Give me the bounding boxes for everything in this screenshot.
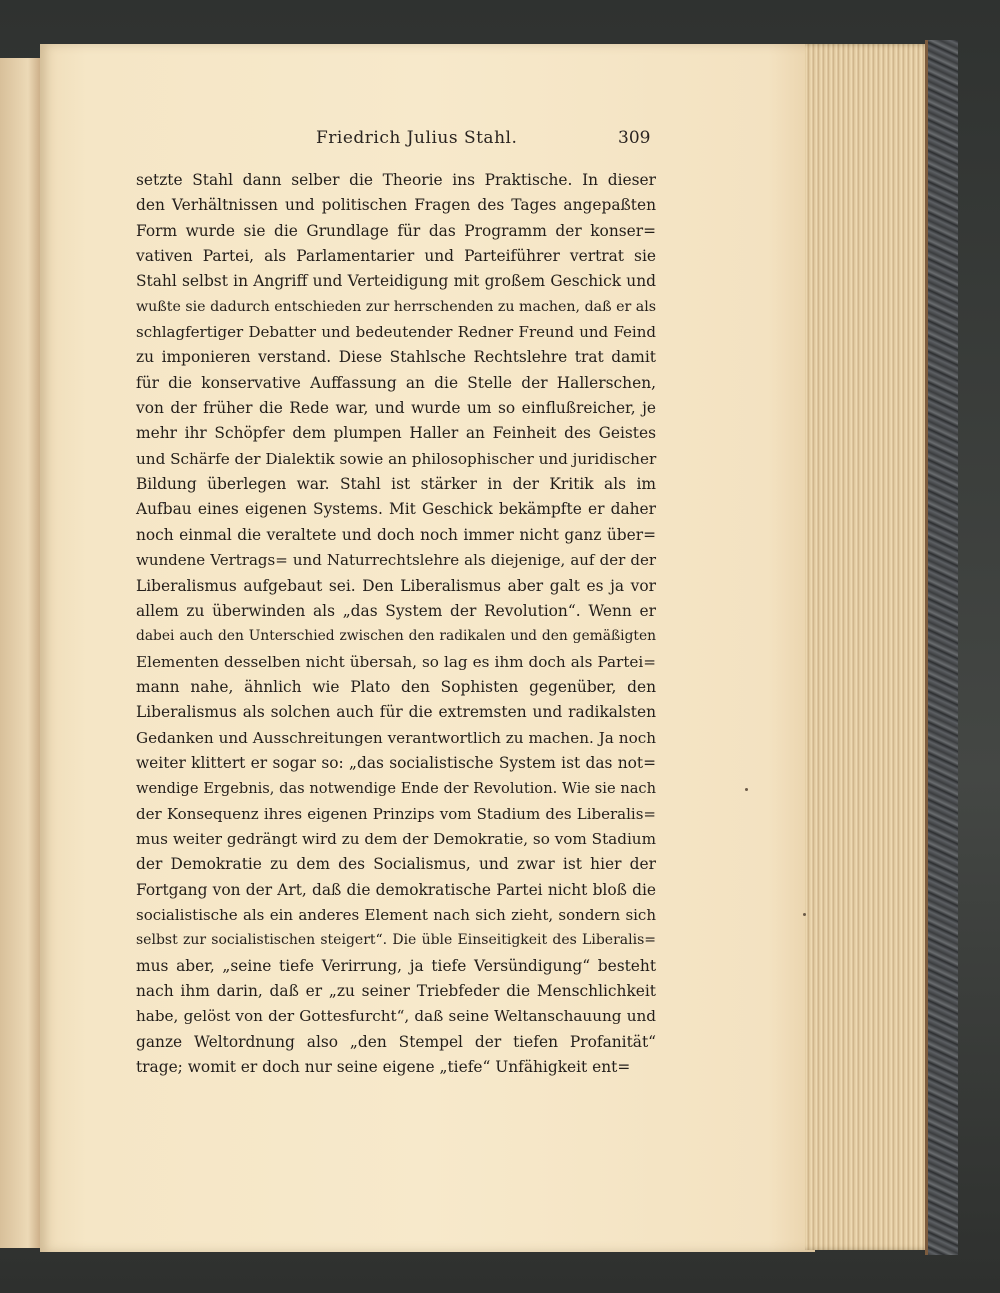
text-line: Elementen desselben nicht übersah, so lag es ihm doch als Partei= — [136, 652, 656, 671]
page-number: 309 — [618, 128, 651, 148]
text-line: schlagfertiger Debatter und bedeutender Redner Freund und Feind — [136, 323, 656, 342]
text-line: dabei auch den Unterschied zwischen den radikalen und den gemäßigten — [136, 628, 656, 645]
text-line: trage; womit er doch nur seine eigene „tiefe“ Unfähigkeit ent= — [136, 1058, 631, 1077]
speck-mark — [745, 788, 748, 791]
text-line: Form wurde sie die Grundlage für das Programm der konser= — [136, 221, 656, 240]
text-line: selbst zur socialistischen steigert“. Die üble Einseitigkeit des Liberalis= — [136, 932, 656, 949]
text-line: Fortgang von der Art, daß die demokratische Partei nicht bloß die — [136, 880, 656, 899]
text-line: den Verhältnissen und politischen Fragen des Tages angepaßten — [136, 196, 656, 215]
text-line: setzte Stahl dann selber die Theorie ins Praktische. In dieser — [136, 171, 656, 189]
text-line: noch einmal die veraltete und doch noch immer nicht ganz über= — [136, 525, 656, 544]
text-line: habe, gelöst von der Gottesfurcht“, daß seine Weltanschauung und — [136, 1007, 656, 1026]
text-line: ganze Weltordnung also „den Stempel der tiefen Profanität“ — [136, 1032, 656, 1051]
text-line: Gedanken und Ausschreitungen verantwortlich zu machen. Ja noch — [136, 728, 656, 747]
text-line: zu imponieren verstand. Diese Stahlsche Rechtslehre trat damit — [136, 348, 656, 367]
text-line: nach ihm darin, daß er „zu seiner Triebfeder die Menschlichkeit — [136, 982, 656, 1000]
marbled-book-cover — [925, 40, 958, 1255]
text-line: von der früher die Rede war, und wurde um so einflußreicher, je — [136, 399, 656, 418]
text-line: mus aber, „seine tiefe Verirrung, ja tiefe Versündigung“ besteht — [136, 956, 656, 975]
body-text — [136, 168, 656, 1080]
text-line: Liberalismus als solchen auch für die extremsten und radikalsten — [136, 703, 656, 722]
text-line: Stahl selbst in Angriff und Verteidigung mit großem Geschick und — [136, 272, 656, 291]
text-line: der Demokratie zu dem des Socialismus, und zwar ist hier der — [136, 855, 656, 874]
page-block-edges — [805, 44, 933, 1250]
text-line: Liberalismus aufgebaut sei. Den Liberalismus aber galt es ja vor — [136, 576, 656, 595]
text-line: wundene Vertrags= und Naturrechtslehre als diejenige, auf der der — [136, 551, 656, 570]
text-line: Bildung überlegen war. Stahl ist stärker in der Kritik als im — [136, 475, 656, 494]
speck-mark — [803, 913, 806, 916]
text-line: der Konsequenz ihres eigenen Prinzips vom Stadium des Liberalis= — [136, 804, 656, 823]
text-line: vativen Partei, als Parlamentarier und Parteiführer vertrat sie — [136, 247, 656, 266]
text-line: allem zu überwinden als „das System der Revolution“. Wenn er — [136, 601, 656, 620]
text-line: wendige Ergebnis, das notwendige Ende der Revolution. Wie sie nach — [136, 780, 656, 798]
text-line: mann nahe, ähnlich wie Plato den Sophisten gegenüber, den — [136, 677, 656, 696]
text-line: weiter klittert er sogar so: „das socialistische System ist das not= — [136, 753, 656, 772]
text-line: und Schärfe der Dialektik sowie an philosophischer und juridischer — [136, 449, 657, 468]
text-line: für die konservative Auffassung an die Stelle der Hallerschen, — [136, 373, 656, 392]
text-line: mus weiter gedrängt wird zu dem der Demokratie, so vom Stadium — [136, 829, 656, 848]
text-line: Aufbau eines eigenen Systems. Mit Geschick bekämpfte er daher — [136, 500, 656, 519]
facing-page-edge — [0, 58, 42, 1248]
text-line: wußte sie dadurch entschieden zur herrschenden zu machen, daß er als — [136, 298, 657, 315]
running-head: Friedrich Julius Stahl. — [316, 128, 518, 148]
text-line: socialistische als ein anderes Element nach sich zieht, sondern sich — [136, 905, 656, 924]
text-line: mehr ihr Schöpfer dem plumpen Haller an Feinheit des Geistes — [136, 424, 656, 443]
